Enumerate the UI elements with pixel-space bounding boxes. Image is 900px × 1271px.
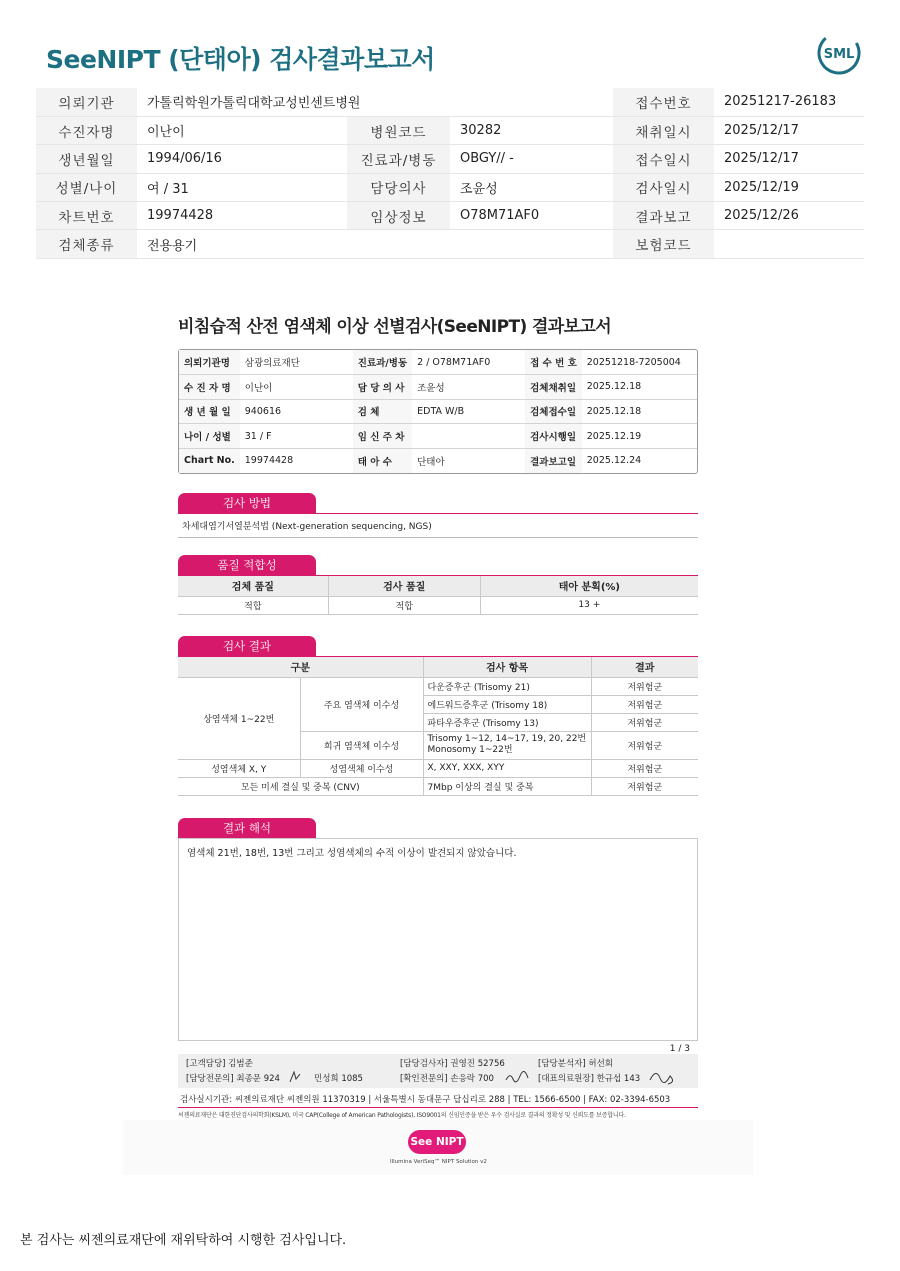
table-row [178, 596, 698, 614]
label-cell: 담당의사 [347, 173, 450, 201]
label-cell: 검사일시 [613, 173, 714, 201]
signature-line: [고객담당] 김범준 [186, 1059, 253, 1069]
label-cell: 접수번호 [613, 88, 714, 116]
report-title: 비침습적 산전 염색체 이상 선별검사(SeeNIPT) 결과보고서 [178, 317, 612, 337]
table-cell: 상염색체 1~22번 [178, 677, 300, 759]
table-row [36, 88, 864, 116]
section-tab: 검사 결과 [178, 636, 316, 656]
value-cell: 조윤성 [450, 173, 613, 201]
label-cell: 성별/나이 [36, 173, 137, 201]
label-cell: 접 수 번 호 [525, 350, 582, 375]
signature-line: [확인전문의] 손응락 700 [400, 1074, 494, 1084]
value-cell: 가톨릭학원가톨릭대학교성빈센트병원 [137, 88, 613, 116]
table-cell: 에드워드증후군 (Trisomy 18) [423, 695, 591, 713]
result-cell: 저위험군 [591, 759, 698, 777]
value-cell: 2025/12/19 [714, 173, 864, 201]
value-cell [412, 424, 525, 449]
page-number: 1 / 3 [669, 1044, 690, 1054]
label-cell: 임 신 주 차 [353, 424, 412, 449]
table-row [36, 116, 864, 144]
signature-line: [담당분석자] 허선회 [538, 1059, 614, 1069]
value-cell: 20251218-7205004 [582, 350, 697, 375]
value-cell: 19974428 [137, 202, 347, 230]
value-cell: 30282 [450, 116, 613, 144]
table-row [36, 202, 864, 230]
table-row [179, 448, 697, 473]
table-row [36, 173, 864, 201]
label-cell: 검체종류 [36, 230, 137, 258]
method-text: 차세대염기서열분석법 (Next-generation sequencing, NGS) [178, 514, 698, 538]
page-title: SeeNIPT (단태아) 검사결과보고서 [46, 45, 435, 74]
signature-box [178, 1054, 698, 1088]
table-row [36, 145, 864, 173]
section-tab: 검사 방법 [178, 493, 316, 513]
result-cell: 저위험군 [591, 731, 698, 759]
signature-line: [담당검사자] 권영진 52756 [400, 1059, 505, 1069]
label-cell: 생년월일 [36, 145, 137, 173]
patient-info-table [36, 88, 864, 259]
section-tab: 결과 해석 [178, 818, 316, 838]
section-tab: 품질 적합성 [178, 555, 316, 575]
table-header-row [178, 657, 698, 677]
result-cell: 저위험군 [591, 777, 698, 795]
value-cell: 2025.12.18 [582, 375, 697, 400]
label-cell: 생 년 월 일 [179, 399, 240, 424]
label-cell: 검사시행일 [525, 424, 582, 449]
value-cell: 2025.12.19 [582, 424, 697, 449]
value-cell: 여 / 31 [137, 173, 347, 201]
table-cell: 주요 염색체 이수성 [300, 677, 423, 731]
result-cell: 저위험군 [591, 713, 698, 731]
table-row [179, 350, 697, 375]
column-header: 검사 항목 [423, 657, 591, 677]
label-cell: 검 체 [353, 399, 412, 424]
value-cell: 19974428 [244, 455, 294, 467]
method-section [178, 492, 698, 538]
footer-subtitle: Illumina VeriSeq™ NIPT Solution v2 [390, 1159, 487, 1165]
table-row [179, 399, 697, 424]
svg-text:SML: SML [823, 47, 855, 62]
label-cell: 병원코드 [347, 116, 450, 144]
value-cell: 2025/12/17 [714, 145, 864, 173]
value-cell: O78M71AF0 [450, 202, 613, 230]
signature-mark-icon [504, 1070, 530, 1084]
embedded-report [178, 312, 699, 1119]
value-cell: 20251217-26183 [714, 88, 864, 116]
label-cell: 차트번호 [36, 202, 137, 230]
table-row [179, 424, 697, 449]
table-cell: 다운증후군 (Trisomy 21) [423, 677, 591, 695]
table-cell: 파타우증후군 (Trisomy 13) [423, 713, 591, 731]
value-cell: 조윤성 [412, 375, 525, 400]
value-cell: 31 / F [240, 424, 353, 449]
value-cell: 전용용기 [137, 230, 613, 258]
value-cell: 2025.12.24 [586, 455, 642, 467]
label-cell: 태 아 수 [353, 448, 412, 473]
label-cell: 나이 / 성별 [179, 424, 240, 449]
value-cell: 이난이 [137, 116, 347, 144]
lab-address: 검사실시기관: 씨젠의료재단 씨젠의원 11370319 | 서울특별시 동대문구 답십리로 288 | TEL: 1566-6500 | FAX: 02-3394-6503 [178, 1088, 698, 1108]
column-header: 검체 품질 [178, 576, 328, 596]
table-cell: 13 + [480, 596, 698, 614]
label-cell: 진료과/병동 [347, 145, 450, 173]
label-cell: 의뢰기관 [36, 88, 137, 116]
label-cell: 검체채취일 [525, 375, 582, 400]
quality-section [178, 554, 698, 615]
value-cell: 2 / O78M71AF0 [412, 350, 525, 375]
signature-line: 민성희 1085 [314, 1074, 363, 1084]
table-row [179, 375, 697, 400]
table-cell: 성염색체 X, Y [178, 759, 300, 777]
label-cell: 진료과/병동 [353, 350, 412, 375]
value-cell: OBGY// - [450, 145, 613, 173]
label-cell: 결과보고 [613, 202, 714, 230]
label-cell: 채취일시 [613, 116, 714, 144]
label-cell: Chart No. [179, 448, 240, 473]
table-row [36, 230, 864, 258]
accreditation-text: 씨젠의료재단은 대한진단검사의학회(KSLM), 미국 CAP(College of American Pathologists), ISO9001의 신임인증을 받은 우수 검사실로 결과의 정확성 및 신뢰도를 보증합니다. [178, 1112, 626, 1119]
value-cell: EDTA W/B [412, 399, 525, 424]
label-cell: 수진자명 [36, 116, 137, 144]
table-cell: 적합 [328, 596, 480, 614]
table-cell: 모든 미세 결실 및 중복 (CNV) [178, 777, 423, 795]
column-header: 결과 [591, 657, 698, 677]
table-header-row [178, 576, 698, 596]
label-cell: 보험코드 [613, 230, 714, 258]
signature-line: [담당전문의] 최종문 924 [186, 1074, 280, 1084]
report-info-box [178, 349, 698, 474]
label-cell: 담 당 의 사 [353, 375, 412, 400]
table-cell: 적합 [178, 596, 328, 614]
result-cell: 저위험군 [591, 695, 698, 713]
column-header: 구분 [178, 657, 423, 677]
value-cell: 940616 [240, 399, 353, 424]
label-cell: 접수일시 [613, 145, 714, 173]
column-header: 검사 품질 [328, 576, 480, 596]
bottom-note: 본 검사는 씨젠의료재단에 재위탁하여 시행한 검사입니다. [20, 1233, 347, 1248]
signature-mark-icon [288, 1070, 302, 1084]
label-cell: 검체접수일 [525, 399, 582, 424]
table-row [178, 759, 698, 777]
quality-table [178, 576, 698, 615]
value-cell [714, 230, 864, 258]
table-row [178, 777, 698, 795]
rare-item-line: Trisomy 1~12, 14~17, 19, 20, 22번 [427, 734, 587, 744]
value-cell: 2025/12/26 [714, 202, 864, 230]
results-section [178, 635, 698, 796]
seenipt-logo: See NIPT [408, 1130, 466, 1154]
table-cell: X, XXY, XXX, XYY [423, 759, 591, 777]
label-cell: 수 진 자 명 [179, 375, 240, 400]
value-cell: 단태아 [417, 456, 445, 468]
label-cell: 의뢰기관명 [179, 350, 240, 375]
interpretation-text: 염색체 21번, 18번, 13번 그리고 성염색체의 수적 이상이 발견되지 않았습니다. [178, 838, 698, 1041]
value-cell: 2025.12.18 [582, 399, 697, 424]
rare-item-line: Monosomy 1~22번 [427, 745, 513, 755]
value-cell: 1994/06/16 [137, 145, 347, 173]
column-header: 태아 분획(%) [480, 576, 698, 596]
table-row [178, 677, 698, 695]
label-cell: 임상정보 [347, 202, 450, 230]
signature-mark-icon [648, 1068, 678, 1086]
sml-logo [816, 30, 862, 76]
results-table [178, 657, 698, 796]
value-cell: 이난이 [240, 375, 353, 400]
interpretation-section [178, 817, 698, 1119]
value-cell: 삼광의료재단 [240, 350, 353, 375]
signature-line: [대표의료원장] 한규섭 143 [538, 1074, 641, 1084]
table-cell: 7Mbp 이상의 결실 및 중복 [423, 777, 591, 795]
value-cell: 2025/12/17 [714, 116, 864, 144]
label-cell: 결과보고일 [525, 448, 582, 473]
table-cell: 희귀 염색체 이수성 [300, 731, 423, 759]
table-cell: 성염색체 이수성 [300, 759, 423, 777]
table-cell [423, 731, 591, 759]
result-cell: 저위험군 [591, 677, 698, 695]
